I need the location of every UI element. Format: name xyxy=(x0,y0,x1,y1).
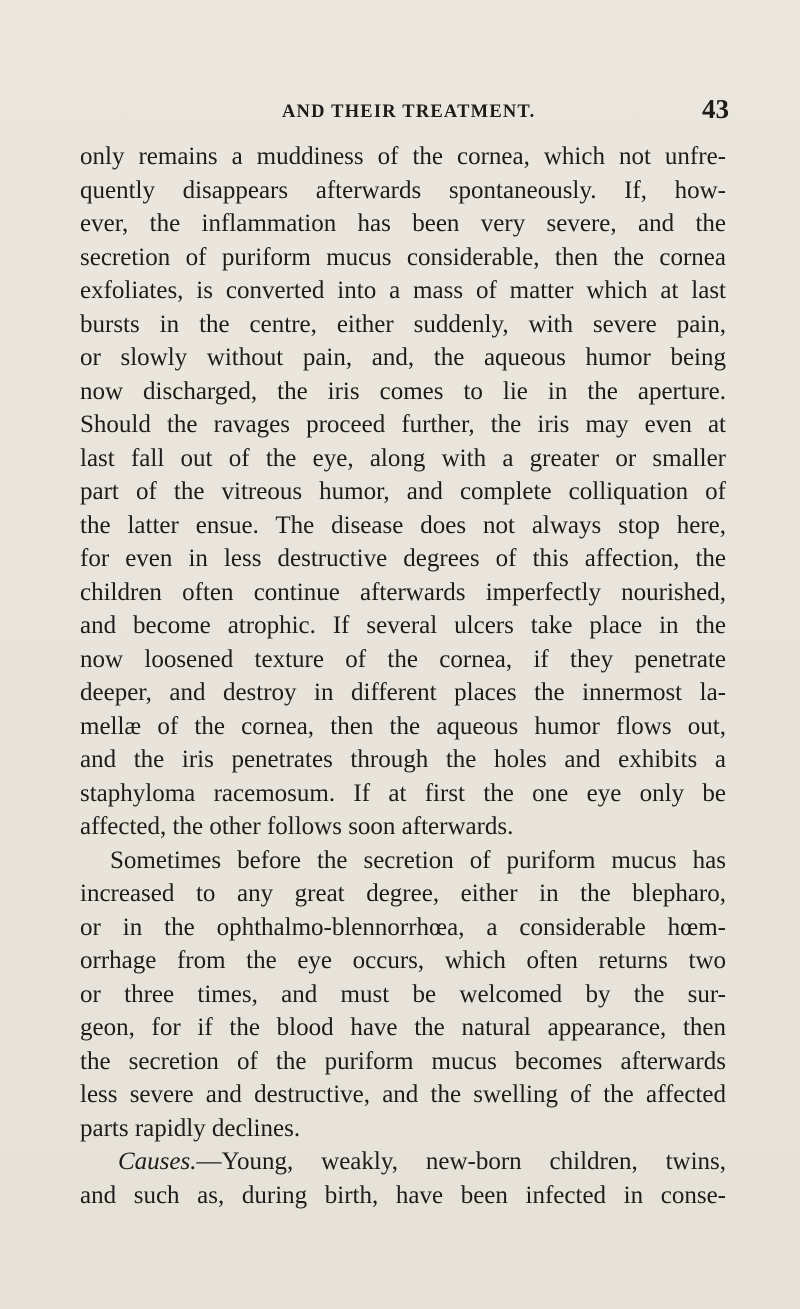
text-line: less severe and destructive, and the swelling of the affected xyxy=(80,1081,726,1108)
text-line: and become atrophic. If several ulcers take place in the xyxy=(80,612,726,639)
page-header xyxy=(0,92,800,132)
text-line: or three times, and must be welcomed by the sur- xyxy=(80,980,726,1008)
text-line: mellæ of the cornea, then the aqueous humor flows out, xyxy=(80,712,726,740)
causes-label: Causes. xyxy=(118,1148,197,1175)
text-line: parts rapidly declines. xyxy=(80,1114,301,1142)
text-line: for even in less destructive degrees of this affection, the xyxy=(80,545,726,572)
text-line: and such as, during birth, have been infected in conse- xyxy=(80,1181,726,1209)
text-line: only remains a muddiness of the cornea, which not unfre- xyxy=(80,143,726,170)
text-line: last fall out of the eye, along with a greater or smaller xyxy=(80,444,726,472)
running-head: AND THEIR TREATMENT. xyxy=(282,102,536,122)
text-line: geon, for if the blood have the natural appearance, then xyxy=(80,1014,726,1041)
text-line: or slowly without pain, and, the aqueous humor being xyxy=(80,344,726,371)
causes-line xyxy=(80,1145,726,1179)
causes-text: —Young, weakly, new-born children, twins, xyxy=(196,1148,726,1175)
text-line: and the iris penetrates through the holes and exhibits a xyxy=(80,746,726,773)
text-line: part of the vitreous humor, and complete colliquation of xyxy=(80,478,726,505)
text-line: Should the ravages proceed further, the iris may even at xyxy=(80,411,726,438)
text-line: Sometimes before the secretion of puriform mucus has xyxy=(110,846,726,874)
text-line: children often continue afterwards imperfectly nourished, xyxy=(80,578,726,606)
text-line: or in the ophthalmo-blennorrhœa, a considerable hœm- xyxy=(80,913,726,941)
text-line: the latter ensue. The disease does not always stop here, xyxy=(80,511,726,539)
text-line: quently disappears afterwards spontaneously. If, how- xyxy=(80,176,726,204)
text-line: ever, the inflammation has been very severe, and the xyxy=(80,210,726,237)
text-line: secretion of puriform mucus considerable, then the cornea xyxy=(80,243,726,271)
text-line: bursts in the centre, either suddenly, with severe pain, xyxy=(80,310,726,338)
text-line: affected, the other follows soon afterwards. xyxy=(80,813,514,840)
text-line: the secretion of the puriform mucus becomes afterwards xyxy=(80,1047,726,1075)
text-line: increased to any great degree, either in the blepharo, xyxy=(80,880,726,907)
text-line: now loosened texture of the cornea, if they penetrate xyxy=(80,645,726,673)
text-line: staphyloma racemosum. If at first the one eye only be xyxy=(80,779,726,807)
text-line: now discharged, the iris comes to lie in the aperture. xyxy=(80,377,726,405)
text-line: deeper, and destroy in different places the innermost la- xyxy=(80,679,726,706)
body-text xyxy=(80,140,726,1212)
text-line: orrhage from the eye occurs, which often returns two xyxy=(80,947,726,974)
page-number: 43 xyxy=(702,94,729,124)
text-line: exfoliates, is converted into a mass of matter which at last xyxy=(80,277,726,304)
